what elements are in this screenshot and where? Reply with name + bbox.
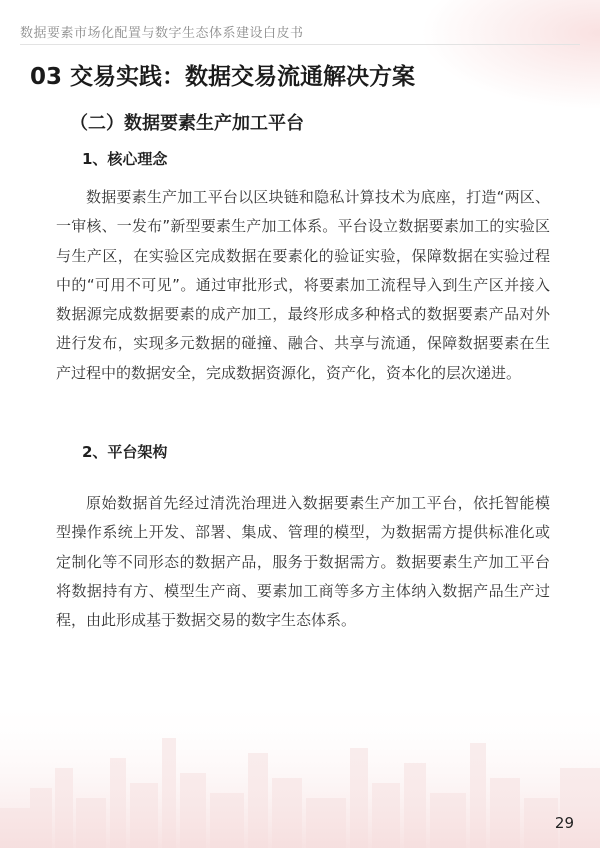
city-skyline-watermark (0, 698, 600, 848)
section-title: （二）数据要素生产加工平台 (70, 113, 304, 134)
paragraph-platform-architecture: 原始数据首先经过清洗治理进入数据要素生产加工平台，依托智能模型操作系统上开发、部署、集成、管理的模型，为数据需方提供标准化或定制化等不同形态的数据产品，服务于数据需方。数据要素生产加工平台将数据持有方、模型生产商、要素加工商等多方主体纳入数据产品生产过程，由此形成基于数据交易的数字生态体系。 (56, 494, 550, 630)
subsection-title-core-concept: 1、核心理念 (82, 150, 168, 168)
header-divider (20, 44, 580, 45)
header-decoration (420, 0, 600, 110)
document-header-title: 数据要素市场化配置与数字生态体系建设白皮书 (20, 26, 304, 41)
page-number: 29 (554, 814, 574, 832)
paragraph-core-concept: 数据要素生产加工平台以区块链和隐私计算技术为底座，打造“两区、一审核、一发布”新型要素生产加工体系。平台设立数据要素加工的实验区与生产区，在实验区完成数据在要素化的验证实验，保障数据在实验过程中的“可用不可见”。通过审批形式，将要素加工流程导入到生产区并接入数据源完成数据要素的成产加工，最终形成多种格式的数据要素产品对外进行发布，实现多元数据的碰撞、融合、共享与流通，保障数据要素在生产过程中的数据安全，完成数据资源化，资产化，资本化的层次递进。 (56, 188, 550, 382)
chapter-title: 03 交易实践：数据交易流通解决方案 (30, 64, 416, 90)
subsection-title-platform-architecture: 2、平台架构 (82, 443, 168, 461)
